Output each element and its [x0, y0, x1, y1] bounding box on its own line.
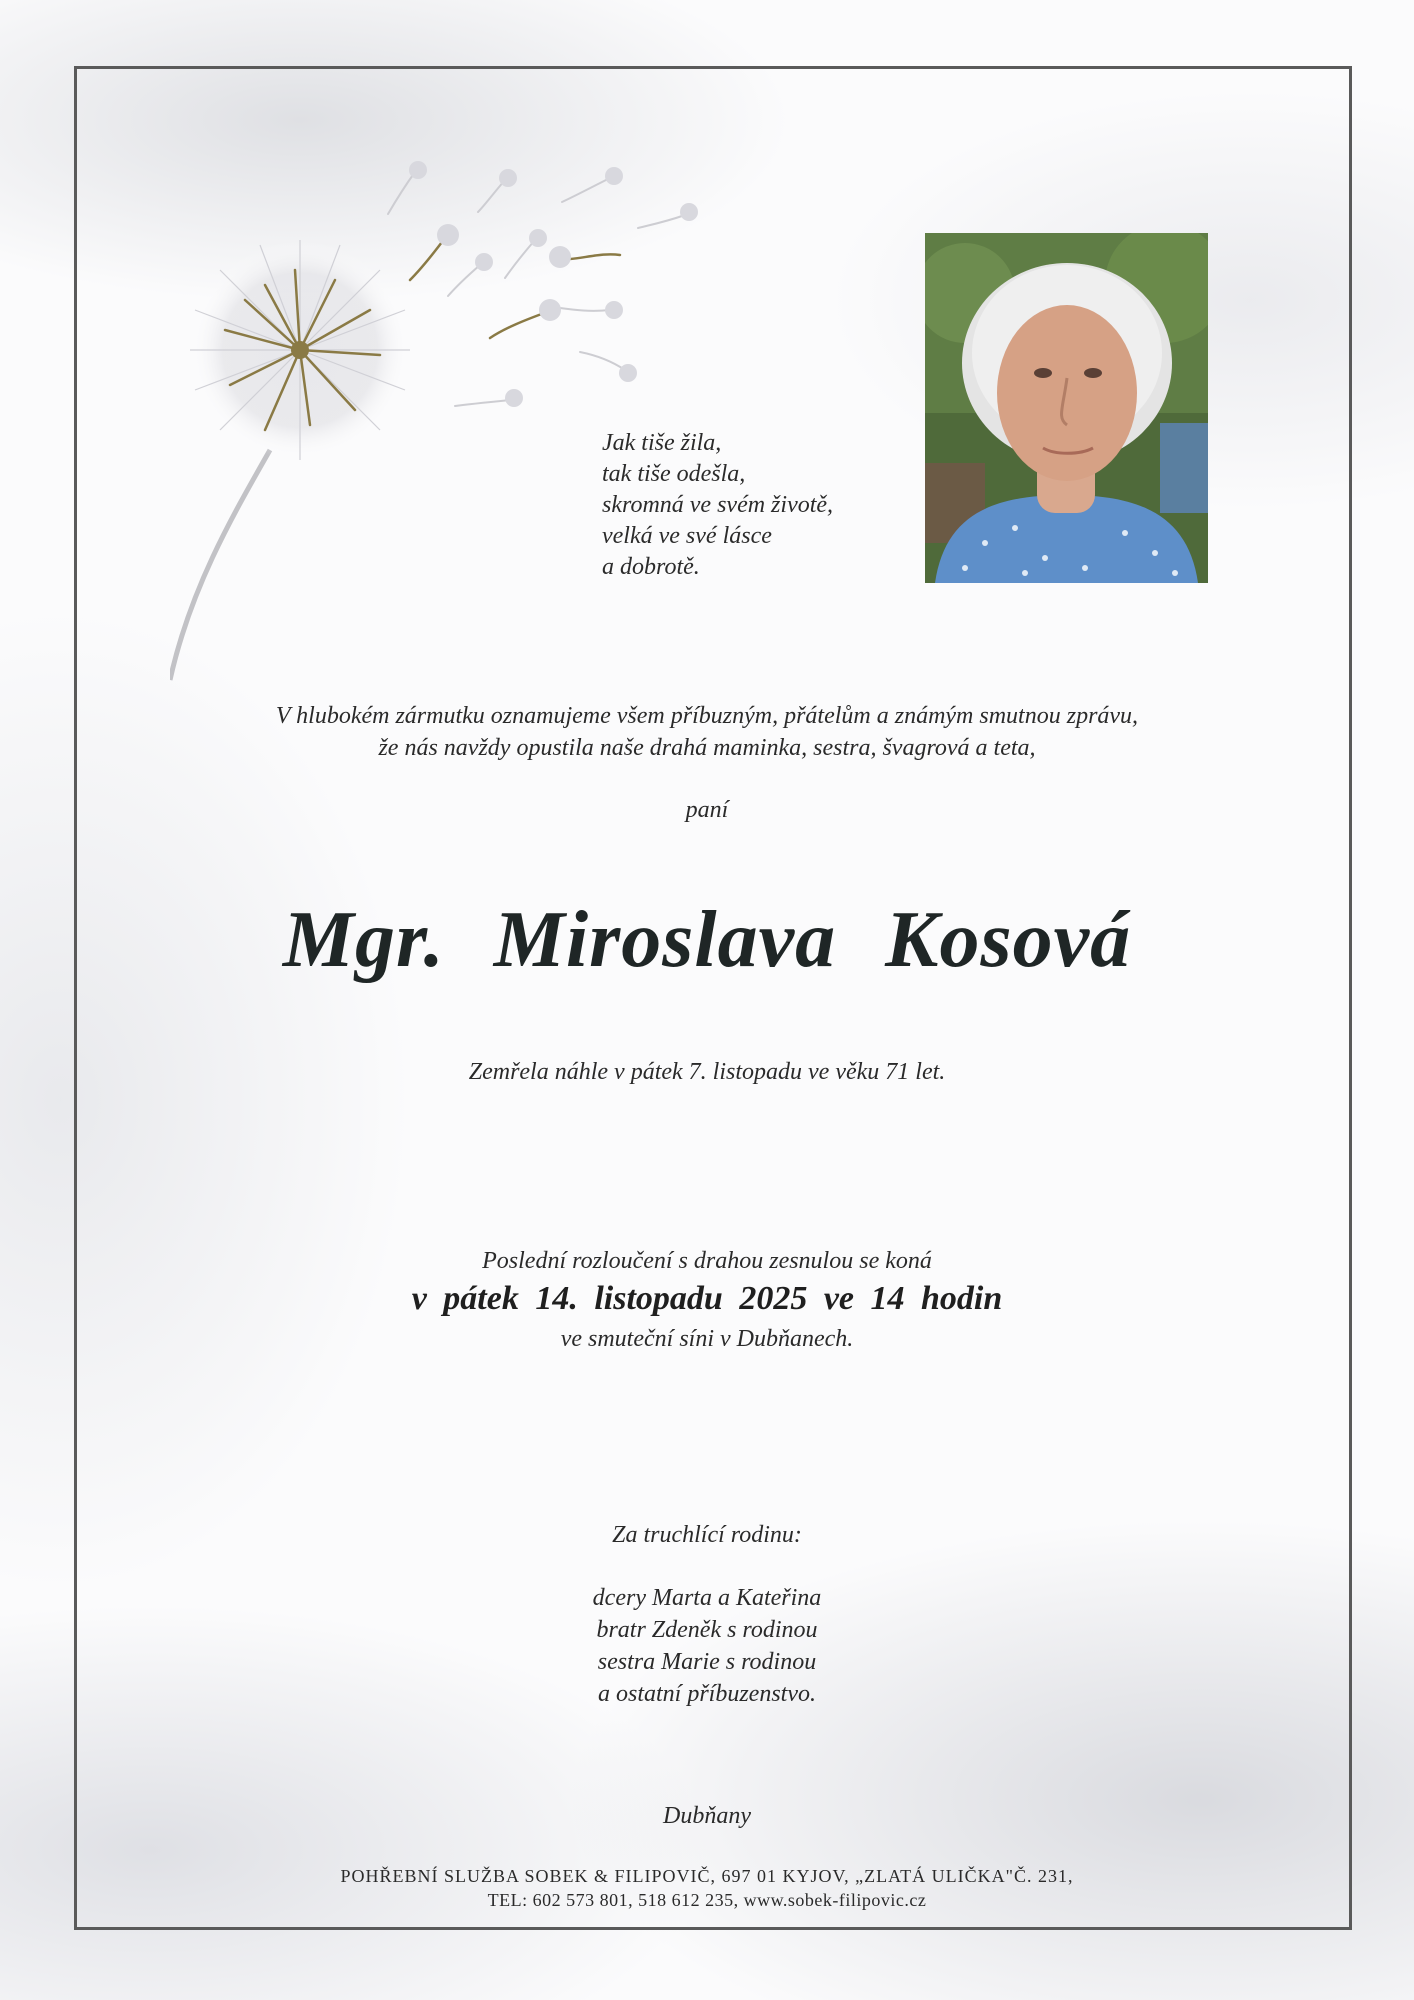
poem-line: skromná ve svém životě, [602, 492, 834, 518]
farewell-datetime: v pátek 14. listopadu 2025 ve 14 hodin [411, 1280, 1003, 1317]
poem-line: tak tiše odešla, [602, 461, 746, 487]
poem-line: velká ve své lásce [602, 523, 772, 549]
poem [602, 428, 922, 583]
poem-line: Jak tiše žila, [602, 430, 722, 456]
family-member: sestra Marie s rodinou [597, 1649, 817, 1675]
family-title: Za truchlící rodinu: [612, 1522, 802, 1548]
funeral-service-address: POHŘEBNÍ SLUŽBA SOBEK & FILIPOVIČ, 697 01 KYJOV, „ZLATÁ ULIČKA"Č. 231, [340, 1866, 1074, 1886]
farewell-location: ve smuteční síni v Dubňanech. [560, 1326, 854, 1352]
poem-line: a dobrotě. [602, 554, 700, 580]
family-member: dcery Marta a Kateřina [592, 1585, 822, 1611]
place: Dubňany [663, 1803, 751, 1829]
family-member: a ostatní příbuzenstvo. [597, 1681, 816, 1707]
deceased-name: Mgr. Miroslava Kosová [282, 896, 1132, 984]
salutation: paní [685, 797, 729, 823]
intro-line: V hlubokém zármutku oznamujeme všem příbuzným, přátelům a známým smutnou zprávu, [275, 703, 1139, 729]
death-notice: Zemřela náhle v pátek 7. listopadu ve věku 71 let. [468, 1059, 946, 1085]
funeral-service-contact: TEL: 602 573 801, 518 612 235, www.sobek-filipovic.cz [487, 1890, 927, 1910]
portrait-photo [925, 233, 1208, 583]
intro-text [0, 700, 1414, 764]
farewell-intro: Poslední rozloučení s drahou zesnulou se koná [482, 1248, 932, 1274]
family-list [0, 1582, 1414, 1710]
family-member: bratr Zdeněk s rodinou [596, 1617, 818, 1643]
intro-line: že nás navždy opustila naše drahá maminka, sestra, švagrová a teta, [378, 735, 1036, 761]
